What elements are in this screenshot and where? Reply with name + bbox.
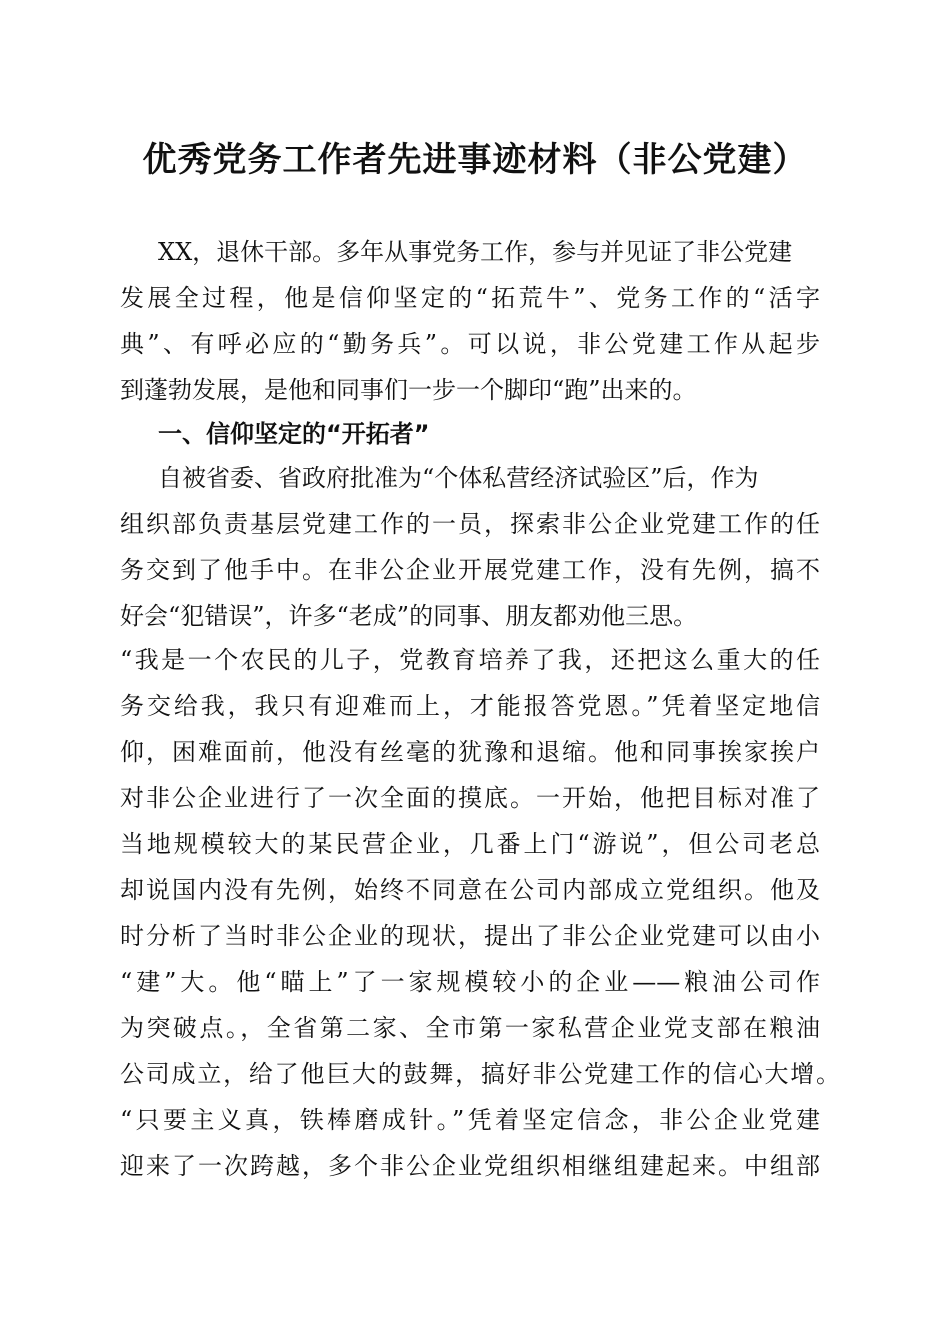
paragraph-line: 典”、有呼必应的“勤务兵”。可以说，非公党建工作从起步 [120, 330, 820, 358]
paragraph-line: 务交到了他手中。在非公企业开展党建工作，没有先例，搞不 [120, 556, 820, 584]
section-heading: 一、信仰坚定的“开拓者” [158, 420, 430, 448]
paragraph-line: 仰，困难面前，他没有丝毫的犹豫和退缩。他和同事挨家挨户 [120, 738, 820, 766]
paragraph-line: 当地规模较大的某民营企业，几番上门“游说”，但公司老总 [120, 830, 820, 858]
paragraph-line: 到蓬勃发展，是他和同事们一步一个脚印“跑”出来的。 [120, 376, 697, 404]
paragraph-line: 为突破点。，全省第二家、全市第一家私营企业党支部在粮油 [120, 1014, 820, 1042]
paragraph-line: “只要主义真，铁棒磨成针。”凭着坚定信念，非公企业党建 [120, 1106, 820, 1134]
paragraph-line: 务交给我，我只有迎难而上，才能报答党恩。”凭着坚定地信 [120, 692, 820, 720]
paragraph-line: 发展全过程，他是信仰坚定的“拓荒牛”、党务工作的“活字 [120, 284, 820, 312]
paragraph-line: 迎来了一次跨越，多个非公企业党组织相继组建起来。中组部 [120, 1152, 820, 1180]
paragraph-line: 公司成立，给了他巨大的鼓舞，搞好非公党建工作的信心大增。 [120, 1060, 840, 1088]
paragraph-line: 时分析了当时非公企业的现状，提出了非公企业党建可以由小 [120, 922, 820, 950]
paragraph-line: 却说国内没有先例，始终不同意在公司内部成立党组织。他及 [120, 876, 820, 904]
paragraph-line: 好会“犯错误”，许多“老成”的同事、朋友都劝他三思。 [120, 602, 698, 630]
document-title: 优秀党务工作者先进事迹材料（非公党建） [142, 140, 808, 180]
paragraph-line: 自被省委、省政府批准为“个体私营经济试验区”后，作为 [158, 464, 759, 492]
paragraph-line: XX，退休干部。多年从事党务工作，参与并见证了非公党建 [158, 238, 793, 266]
paragraph-line: 组织部负责基层党建工作的一员，探索非公企业党建工作的任 [120, 510, 820, 538]
paragraph-line: 对非公企业进行了一次全面的摸底。一开始，他把目标对准了 [120, 784, 820, 812]
paragraph-line: “我是一个农民的儿子，党教育培养了我，还把这么重大的任 [120, 646, 820, 674]
paragraph-line: “建”大。他“瞄上”了一家规模较小的企业——粮油公司作 [120, 968, 820, 996]
